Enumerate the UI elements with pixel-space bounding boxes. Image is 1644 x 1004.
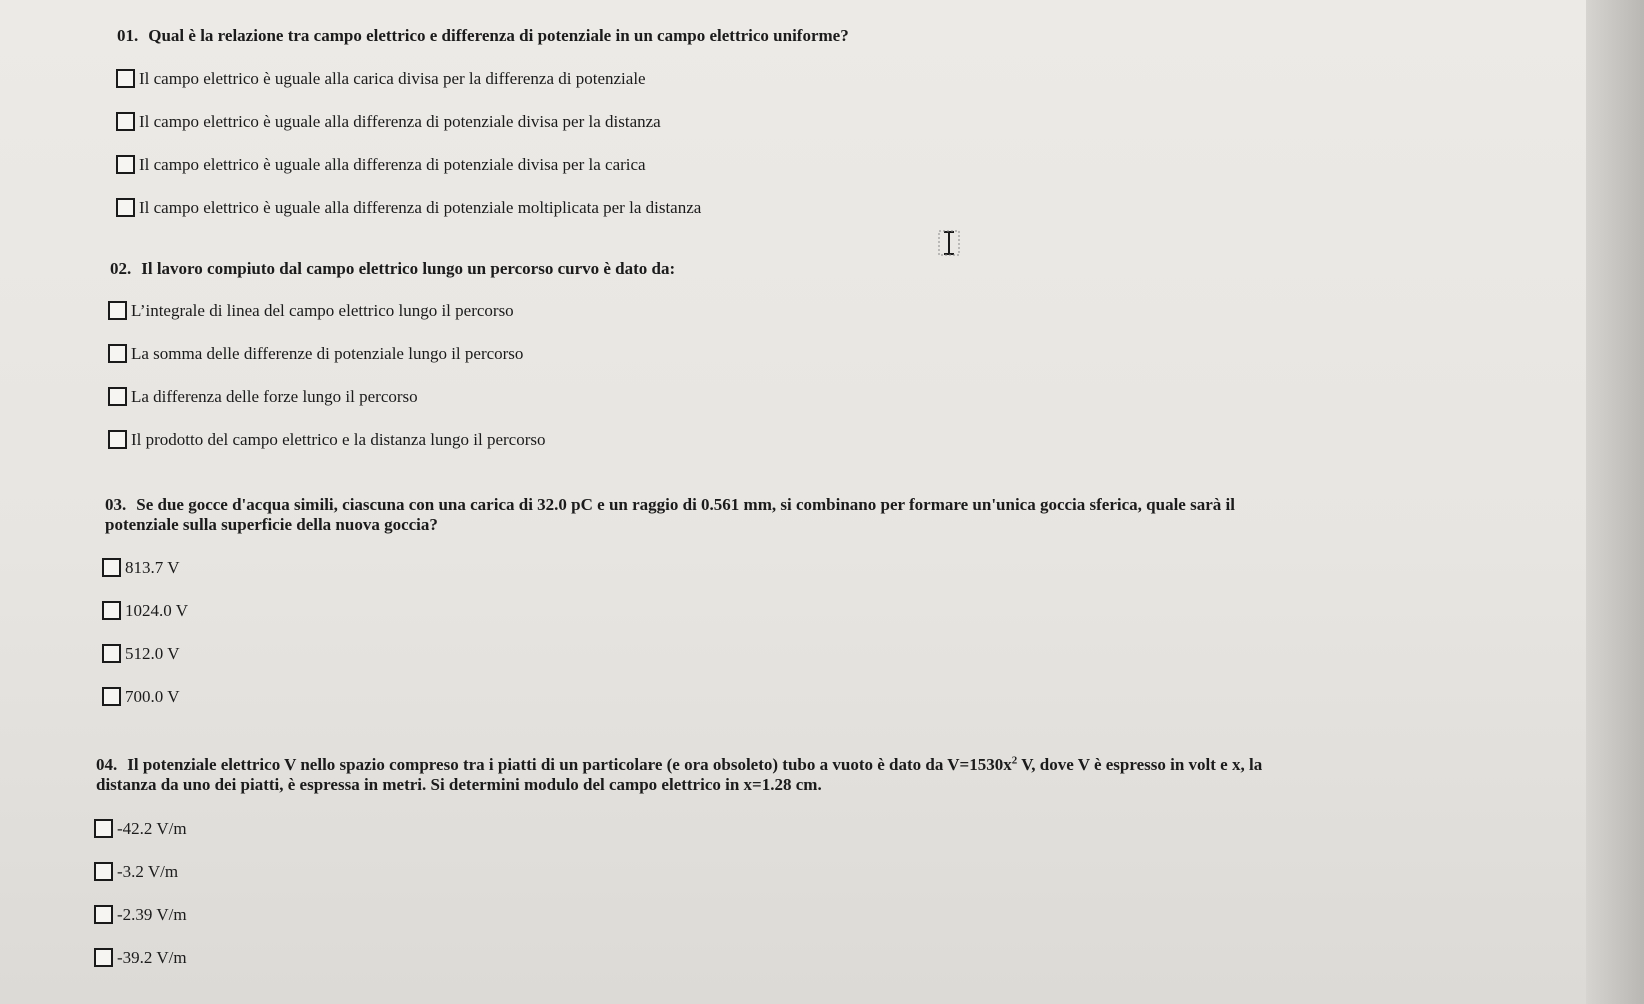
option-label: -2.39 V/m [117, 904, 187, 924]
option-01-a[interactable] [116, 57, 849, 100]
options-04 [94, 807, 1262, 979]
option-01-d[interactable] [116, 186, 849, 229]
option-label: 1024.0 V [125, 600, 188, 620]
option-04-b[interactable] [94, 850, 1262, 893]
option-04-c[interactable] [94, 893, 1262, 936]
answer-checkbox[interactable] [102, 601, 121, 620]
option-label: Il campo elettrico è uguale alla differenza di potenziale moltiplicata per la distanza [139, 197, 702, 217]
question-text-line1: Se due gocce d'acqua simili, ciascuna con una carica di 32.0 pC e un raggio di 0.561 mm, si combinano per formare un'unica goccia sferica, quale sarà il [136, 495, 1235, 514]
option-label: L’integrale di linea del campo elettrico lungo il percorso [131, 300, 514, 320]
answer-checkbox[interactable] [116, 155, 135, 174]
question-04-text [96, 755, 1262, 795]
answer-checkbox[interactable] [108, 430, 127, 449]
options-03 [102, 546, 1235, 718]
question-text: Il lavoro compiuto dal campo elettrico lungo un percorso curvo è dato da: [141, 259, 676, 278]
question-number: 02. [110, 259, 132, 278]
question-text-line2: potenziale sulla superficie della nuova goccia? [105, 515, 438, 534]
option-label: 512.0 V [125, 643, 180, 663]
answer-checkbox[interactable] [102, 558, 121, 577]
answer-checkbox[interactable] [94, 905, 113, 924]
option-label: Il prodotto del campo elettrico e la distanza lungo il percorso [131, 429, 546, 449]
question-text-line2: distanza da uno dei piatti, è espressa in metri. Si determini modulo del campo elettrico in x=1.28 cm. [96, 775, 822, 794]
question-02-text [110, 259, 675, 279]
option-02-c[interactable] [108, 375, 675, 418]
question-03 [105, 495, 1235, 718]
option-label: La differenza delle forze lungo il percorso [131, 386, 418, 406]
option-label: Il campo elettrico è uguale alla differenza di potenziale divisa per la distanza [139, 111, 661, 131]
option-01-c[interactable] [116, 143, 849, 186]
answer-checkbox[interactable] [94, 862, 113, 881]
option-label: -39.2 V/m [117, 947, 187, 967]
option-01-b[interactable] [116, 100, 849, 143]
option-label: La somma delle differenze di potenziale lungo il percorso [131, 343, 524, 363]
option-03-c[interactable] [102, 632, 1235, 675]
option-label: Il campo elettrico è uguale alla differenza di potenziale divisa per la carica [139, 154, 646, 174]
answer-checkbox[interactable] [102, 687, 121, 706]
option-label: 813.7 V [125, 557, 180, 577]
option-03-b[interactable] [102, 589, 1235, 632]
answer-checkbox[interactable] [108, 344, 127, 363]
answer-checkbox[interactable] [116, 112, 135, 131]
option-02-a[interactable] [108, 289, 675, 332]
question-text-line1-b: V, dove V è espresso in volt e x, la [1017, 755, 1263, 774]
option-04-a[interactable] [94, 807, 1262, 850]
question-01-text [117, 26, 849, 46]
answer-checkbox[interactable] [116, 198, 135, 217]
option-02-b[interactable] [108, 332, 675, 375]
answer-checkbox[interactable] [116, 69, 135, 88]
options-01 [116, 57, 849, 229]
answer-checkbox[interactable] [108, 301, 127, 320]
question-number: 04. [96, 755, 118, 774]
option-label: 700.0 V [125, 686, 180, 706]
option-label: -42.2 V/m [117, 818, 187, 838]
option-02-d[interactable] [108, 418, 675, 461]
question-04 [96, 755, 1262, 979]
question-text-exponent: 2 [1011, 754, 1018, 767]
question-02 [110, 259, 675, 461]
option-label: Il campo elettrico è uguale alla carica divisa per la differenza di potenziale [139, 68, 646, 88]
question-number: 03. [105, 495, 127, 514]
answer-checkbox[interactable] [102, 644, 121, 663]
text-cursor-icon [938, 230, 960, 256]
question-text: Qual è la relazione tra campo elettrico e differenza di potenziale in un campo elettrico uniforme? [148, 26, 849, 45]
answer-checkbox[interactable] [94, 819, 113, 838]
answer-checkbox[interactable] [108, 387, 127, 406]
answer-checkbox[interactable] [94, 948, 113, 967]
option-04-d[interactable] [94, 936, 1262, 979]
options-02 [108, 289, 675, 461]
question-text-line1-a: Il potenziale elettrico V nello spazio compreso tra i piatti di un particolare (e ora obsoleto) tubo a vuoto è dato da V=1530x [127, 755, 1012, 774]
option-03-a[interactable] [102, 546, 1235, 589]
question-number: 01. [117, 26, 139, 45]
option-03-d[interactable] [102, 675, 1235, 718]
option-label: -3.2 V/m [117, 861, 179, 881]
question-01 [117, 26, 849, 229]
question-03-text [105, 495, 1235, 535]
page-edge-shadow [1586, 0, 1644, 1004]
